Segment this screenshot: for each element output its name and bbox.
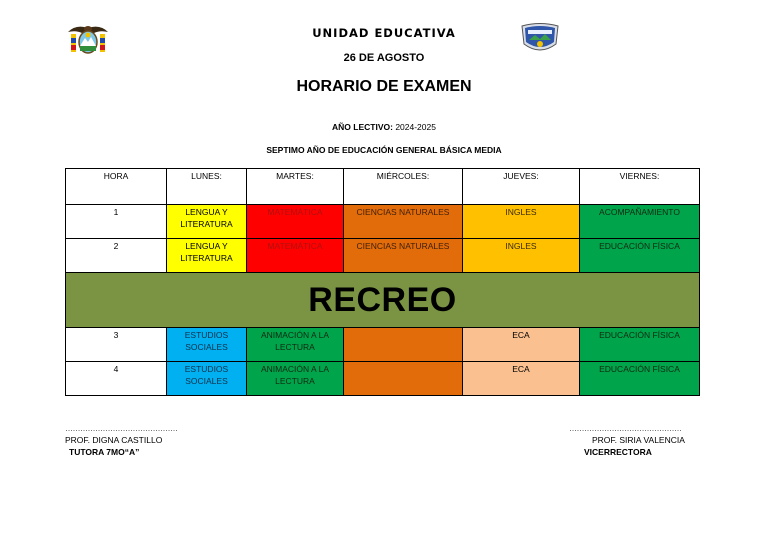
subject-cell [344,328,463,362]
column-header: MARTES: [247,169,344,205]
subject-cell: LENGUA Y LITERATURA [167,239,247,273]
signature-line-left: ……………………………………… [65,424,178,433]
subject-cell: LENGUA Y LITERATURA [167,205,247,239]
institution-title: UNIDAD EDUCATIVA [312,26,456,40]
table-row [66,328,700,362]
subject-cell: ECA [463,328,580,362]
table-row [66,362,700,396]
table-row [66,239,700,273]
subject-cell: EDUCACIÓN FÍSICA [580,239,700,273]
school-year [0,122,768,132]
signature-line-right: ……………………………………… [569,424,682,433]
signature-name-left: PROF. DIGNA CASTILLO [65,435,163,445]
hour-cell: 1 [66,205,167,239]
subject-cell: CIENCIAS NATURALES [344,239,463,273]
subject-cell: MATEMÁTICA [247,205,344,239]
recess-banner: RECREO [66,273,700,328]
signature-role-left: TUTORA 7MO“A” [69,447,140,457]
document-title: HORARIO DE EXAMEN [296,78,472,95]
hour-cell: 2 [66,239,167,273]
column-header: VIERNES: [580,169,700,205]
subject-cell: ANIMACIÓN A LA LECTURA [247,362,344,396]
school-name: 26 DE AGOSTO [343,52,425,64]
hour-cell: 4 [66,362,167,396]
school-year-label: AÑO LECTIVO: [332,122,393,132]
column-header: HORA [66,169,167,205]
subject-cell [344,362,463,396]
column-header: JUEVES: [463,169,580,205]
subject-cell: INGLES [463,205,580,239]
subject-cell: ACOMPAÑAMIENTO [580,205,700,239]
signature-name-right: PROF. SIRIA VALENCIA [592,435,685,445]
grade-level: SEPTIMO AÑO DE EDUCACIÓN GENERAL BÁSICA MEDIA [266,145,502,155]
table-row [66,205,700,239]
hour-cell: 3 [66,328,167,362]
column-header: LUNES: [167,169,247,205]
school-year-value: 2024-2025 [392,122,436,132]
subject-cell: EDUCACIÓN FÍSICA [580,328,700,362]
recess-row [66,273,700,328]
subject-cell: ECA [463,362,580,396]
subject-cell: INGLES [463,239,580,273]
signature-role-right: VICERRECTORA [584,447,652,457]
table-header-row [66,169,700,205]
subject-cell: CIENCIAS NATURALES [344,205,463,239]
subject-cell: ESTUDIOS SOCIALES [167,328,247,362]
column-header: MIÉRCOLES: [344,169,463,205]
exam-schedule-table [65,168,700,396]
subject-cell: EDUCACIÓN FÍSICA [580,362,700,396]
subject-cell: ESTUDIOS SOCIALES [167,362,247,396]
subject-cell: ANIMACIÓN A LA LECTURA [247,328,344,362]
subject-cell: MATEMÁTICA [247,239,344,273]
